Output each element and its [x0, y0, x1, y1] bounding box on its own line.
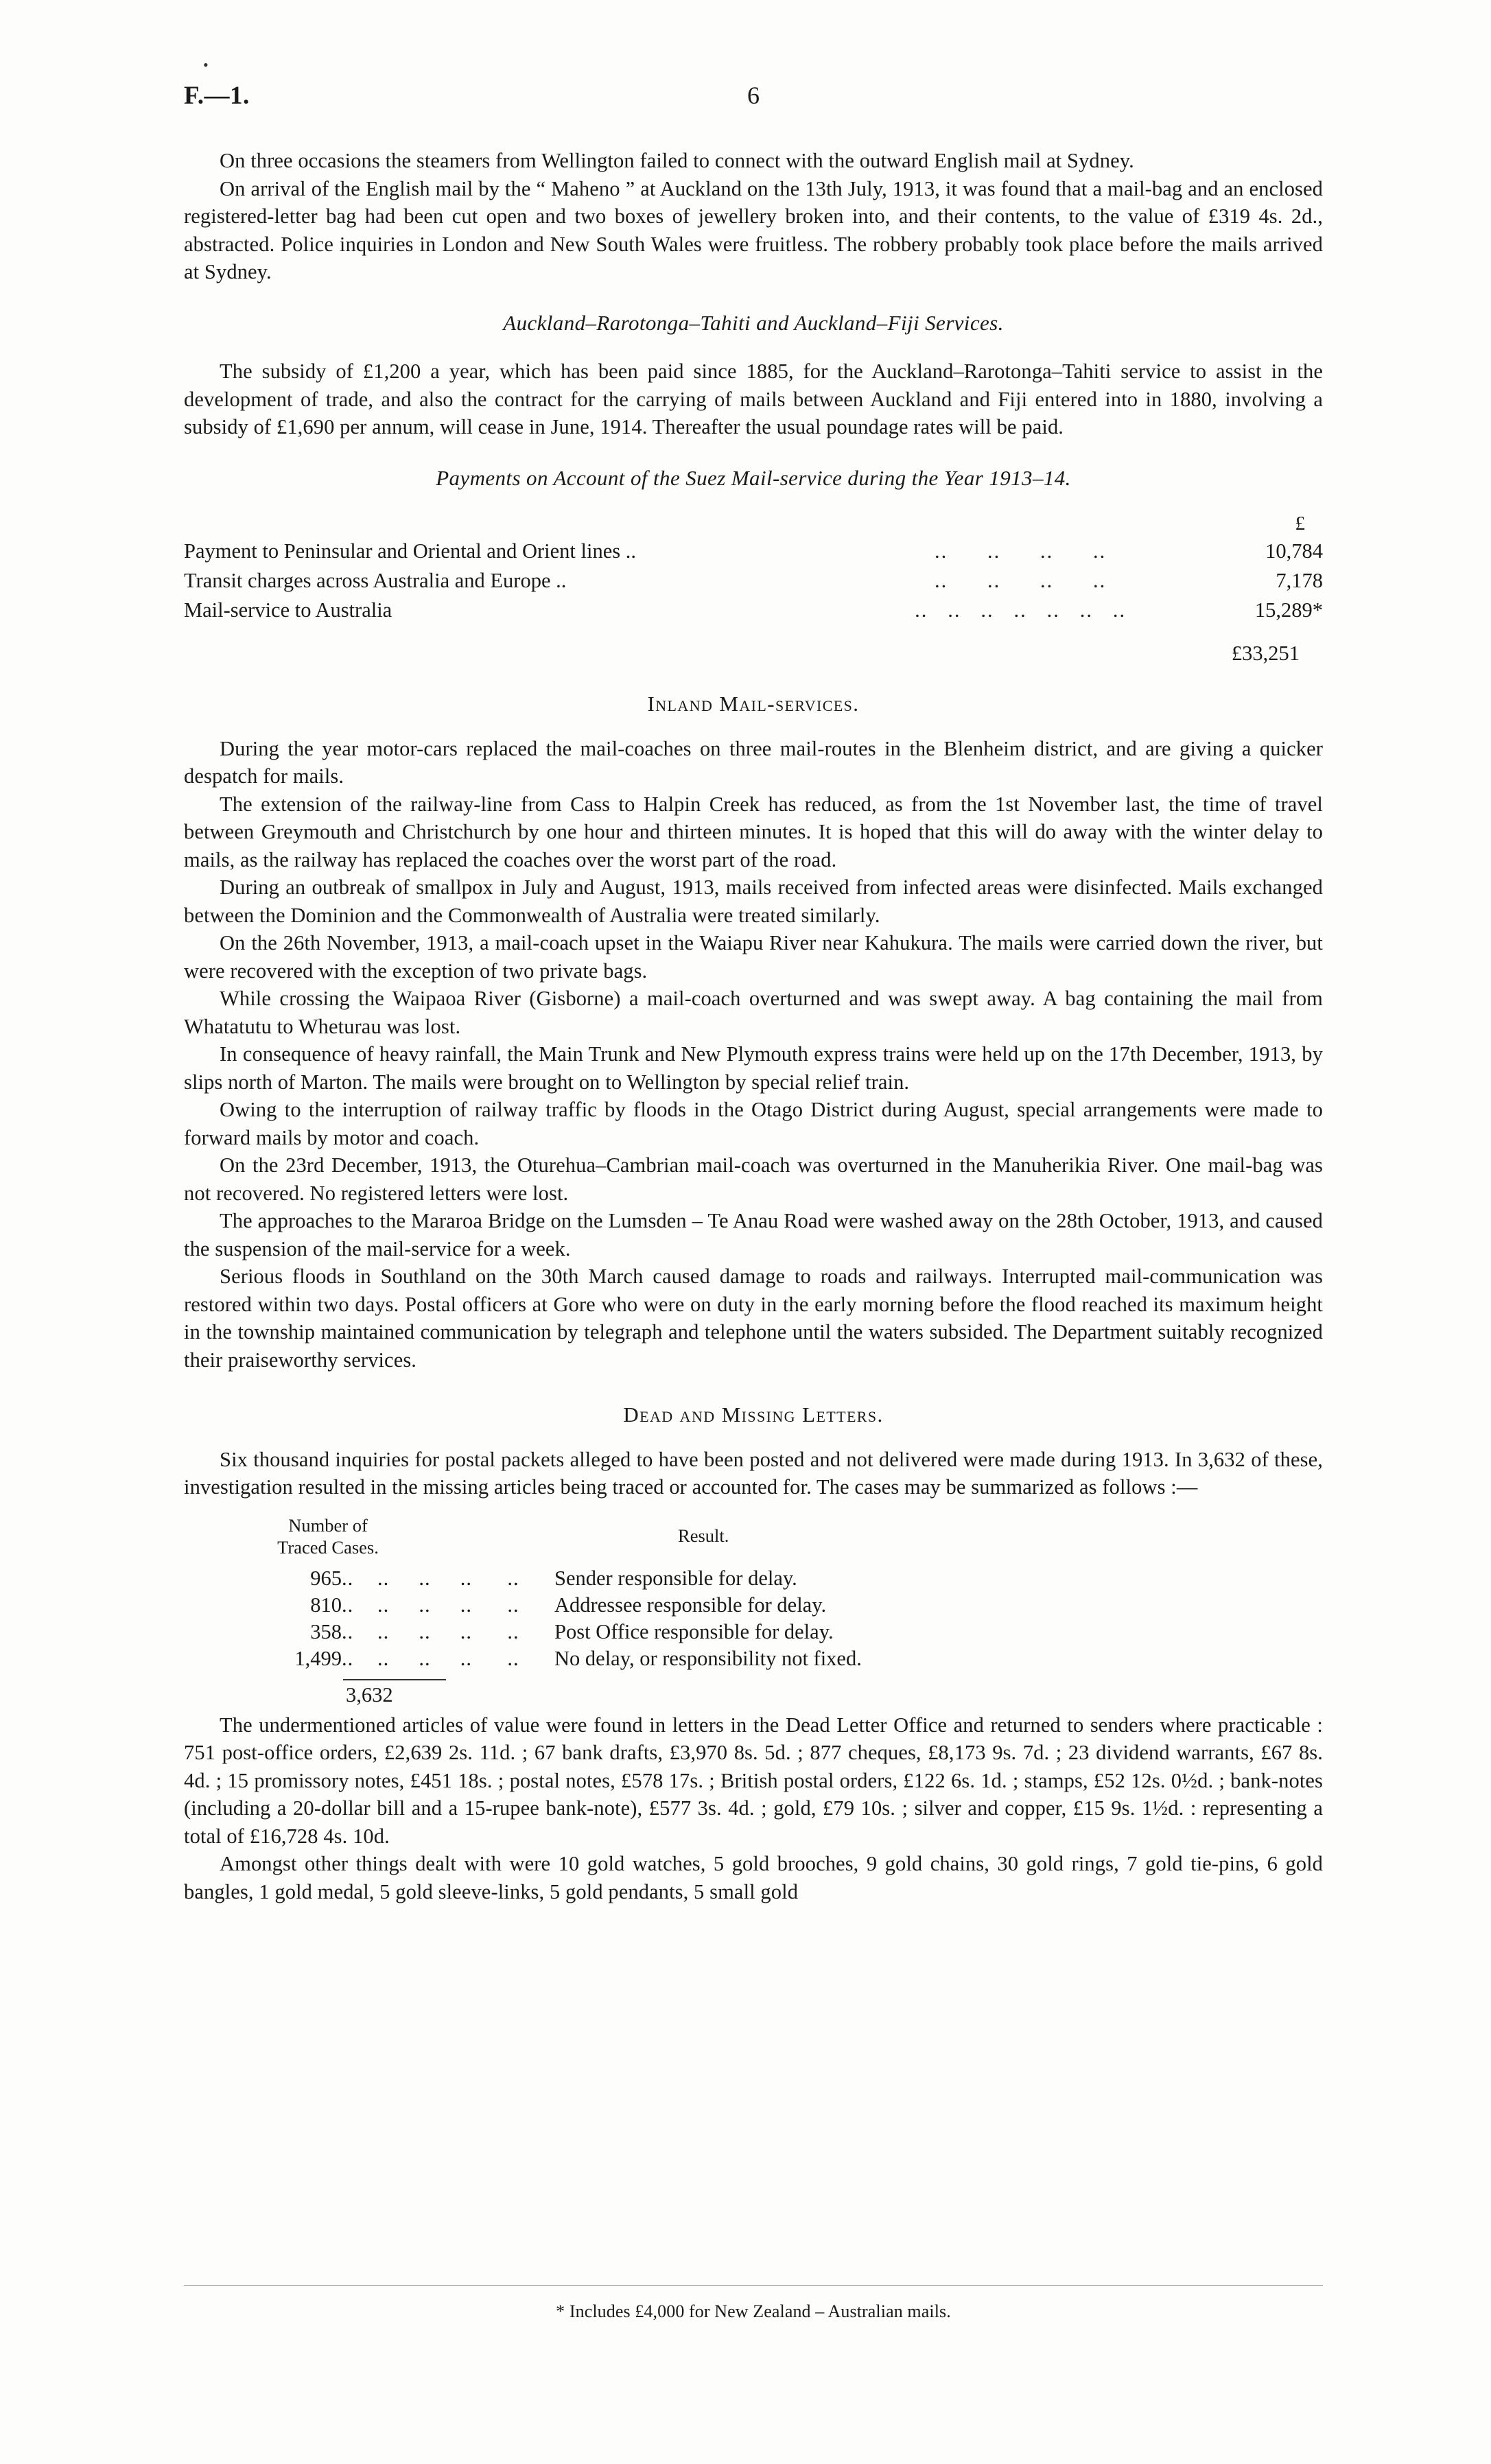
section-heading-dead-letters: Dead and Missing Letters. [623, 1403, 884, 1427]
traced-result: No delay, or responsibility not fixed. [554, 1646, 862, 1670]
footnote-divider [184, 2285, 1323, 2286]
document-identifier: F.—1. [184, 82, 250, 110]
traced-count: 810 [310, 1593, 342, 1617]
leader-dots: .. .. .. .. .. .. .. [915, 598, 1127, 622]
paragraph-inland-10: Serious floods in Southland on the 30th March caused damage to roads and railways. Interrupted mail-communication was restored within two days. Postal officers at Gore who were on duty in the early morning before the flood reached its maximum height in the township maintained communication by telegraph and telephone until the waters subsided. The Department suitably recognized their praiseworthy services. [184, 1265, 1323, 1372]
sum-rule [343, 1679, 446, 1680]
suez-row-amount: 10,784 [1265, 539, 1323, 563]
leader-dots: .. [342, 1593, 354, 1617]
paragraph-inland-5: While crossing the Waipaoa River (Gisborne) a mail-coach overturned and was swept away. A bag containing the mail from Whatatutu to Wheturau was lost. [184, 987, 1323, 1038]
leader-dots: .. [507, 1619, 519, 1643]
paragraph-maheno-robbery: On arrival of the English mail by the “ Maheno ” at Auckland on the 13th July, 1913, it was found that a mail-bag and an enclosed registered-letter bag had been cut open and two boxes of jewellery broken into, and their contents, to the value of £319 4s. 2d., abstracted. Police inquiries in London and New South Wales were fruitless. The robbery probably took place before the mails arrived at Sydney. [184, 176, 1323, 283]
table-row [184, 1619, 1323, 1645]
traced-cases-table [184, 1514, 1323, 1672]
paragraph-inland-6: In consequence of heavy rainfall, the Main Trunk and New Plymouth express trains were held up on the 17th December, 1913, by slips north of Marton. The mails were brought on to Wellington by special relief train. [184, 1042, 1323, 1094]
paragraph-inland-7: Owing to the interruption of railway traffic by floods in the Otago District during August, special arrangements were made to forward mails by motor and coach. [184, 1098, 1323, 1149]
leader-dots: .. [507, 1646, 519, 1670]
traced-cases-header-line2: Traced Cases. [277, 1536, 379, 1558]
paragraph-inland-3: During an outbreak of smallpox in July and August, 1913, mails received from infected areas were disinfected. Mails exchanged between the Dominion and the Commonwealth of Australia were treated similarly. [184, 876, 1323, 927]
section-heading-suez-payments: Payments on Account of the Suez Mail-service during the Year 1913–14. [436, 465, 1071, 490]
result-column-header: Result. [678, 1525, 729, 1546]
leader-dots: .. .. .. .. [934, 569, 1107, 592]
traced-result: Sender responsible for delay. [554, 1566, 797, 1590]
traced-result: Addressee responsible for delay. [554, 1593, 827, 1617]
suez-payments-table [184, 537, 1323, 625]
suez-row-label: Payment to Peninsular and Oriental and Orient lines .. [184, 539, 636, 563]
leader-dots: .. [342, 1646, 354, 1670]
leader-dots: .. .. .. [377, 1619, 472, 1643]
suez-row-amount: 15,289* [1254, 598, 1323, 622]
paragraph-dead-letter-values: The undermentioned articles of value were found in letters in the Dead Letter Office and returned to senders where practicable : 751 post-office orders, £2,639 2s. 11d. ; 67 bank drafts, £3,970 8s. 5d. ; 877 cheques, £8,173 9s. 7d. ; 23 dividend warrants, £67 8s. 4d. ; 15 promissory notes, £451 18s. ; postal notes, £578 17s. ; British postal orders, £122 6s. 1d. ; stamps, £52 12s. 0½d. ; bank-notes (including a 20-dollar bill and a 15-rupee bank-note), £577 3s. 4d. ; gold, £79 10s. ; silver and copper, £15 9s. 1½d. : representing a total of £16,728 4s. 10d. [184, 1713, 1323, 1848]
table-row [184, 537, 1323, 566]
table-row [184, 1565, 1323, 1592]
footnote-text: * Includes £4,000 for New Zealand – Australian mails. [556, 2301, 951, 2321]
leader-dots: .. .. .. [377, 1566, 472, 1590]
paragraph-inland-9: The approaches to the Mararoa Bridge on the Lumsden – Te Anau Road were washed away on the 28th October, 1913, and caused the suspension of the mail-service for a week. [184, 1209, 1323, 1260]
traced-count: 358 [310, 1619, 342, 1643]
table-header-row [184, 1514, 1323, 1565]
traced-cases-header-line1: Number of [288, 1514, 368, 1536]
leader-dots: .. [507, 1593, 519, 1617]
page-number: 6 [747, 82, 760, 109]
leader-dots: .. [507, 1566, 519, 1590]
paragraph-inland-8: On the 23rd December, 1913, the Oturehua–Cambrian mail-coach was overturned in the Manuherikia River. One mail-bag was not recovered. No registered letters were lost. [184, 1153, 1323, 1205]
traced-count: 1,499 [294, 1646, 342, 1670]
table-row [184, 1592, 1323, 1619]
paragraph-inland-4: On the 26th November, 1913, a mail-coach upset in the Waiapu River near Kahukura. The mails were carried down the river, but were recovered with the exception of two private bags. [184, 931, 1323, 983]
paragraph-dead-letters-intro: Six thousand inquiries for postal packets alleged to have been posted and not delivered were made during 1913. In 3,632 of these, investigation resulted in the missing articles being traced or accounted for. The cases may be summarized as follows :— [184, 1447, 1323, 1499]
leader-dots: .. .. .. [377, 1646, 472, 1670]
section-heading-inland-mail: Inland Mail-services. [647, 692, 860, 716]
leader-dots: .. [342, 1566, 354, 1590]
table-row [184, 1645, 1323, 1672]
paragraph-steamers: On three occasions the steamers from Wellington failed to connect with the outward English mail at Sydney. [220, 149, 1134, 172]
page-content [184, 56, 1323, 1905]
traced-cases-total: 3,632 [346, 1682, 393, 1706]
page-header [184, 56, 1323, 111]
suez-row-label: Transit charges across Australia and Europe .. [184, 569, 567, 592]
paragraph-dead-letter-articles: Amongst other things dealt with were 10 gold watches, 5 gold brooches, 9 gold chains, 30 gold rings, 7 gold tie-pins, 6 gold bangles, 1 gold medal, 5 gold sleeve-links, 5 gold pendants, 5 small gold [184, 1852, 1323, 1903]
traced-count: 965 [310, 1566, 342, 1590]
table-row [184, 596, 1323, 625]
paragraph-inland-2: The extension of the railway-line from Cass to Halpin Creek has reduced, as from the 1st November last, the time of travel between Greymouth and Christchurch by one hour and thirteen minutes. It is hoped that this will do away with the winter delay to mails, as the railway has replaced the coaches over the worst part of the road. [184, 792, 1323, 871]
leader-dots: .. .. .. [377, 1593, 472, 1617]
ink-mark-icon: • [203, 56, 209, 73]
leader-dots: .. [342, 1619, 354, 1643]
leader-dots: .. .. .. .. [934, 539, 1107, 563]
page-footer [184, 2264, 1323, 2326]
currency-symbol-header: £ [1295, 513, 1305, 535]
traced-cases-column-header [184, 1514, 472, 1565]
suez-row-amount: 7,178 [1276, 569, 1323, 592]
suez-row-label: Mail-service to Australia [184, 598, 392, 622]
paragraph-inland-1: During the year motor-cars replaced the mail-coaches on three mail-routes in the Blenheim district, and are giving a quicker despatch for mails. [184, 736, 1323, 788]
suez-total: £33,251 [1231, 642, 1300, 665]
paragraph-subsidy: The subsidy of £1,200 a year, which has been paid since 1885, for the Auckland–Rarotonga–Tahiti service to assist in the development of trade, and also the contract for the carrying of mails between Auckland and Fiji entered into in 1880, involving a subsidy of £1,690 per annum, will cease in June, 1914. Thereafter the usual poundage rates will be paid. [184, 360, 1323, 438]
traced-result: Post Office responsible for delay. [554, 1619, 834, 1643]
table-row [184, 566, 1323, 596]
section-heading-services: Auckland–Rarotonga–Tahiti and Auckland–Fiji Services. [503, 310, 1004, 335]
